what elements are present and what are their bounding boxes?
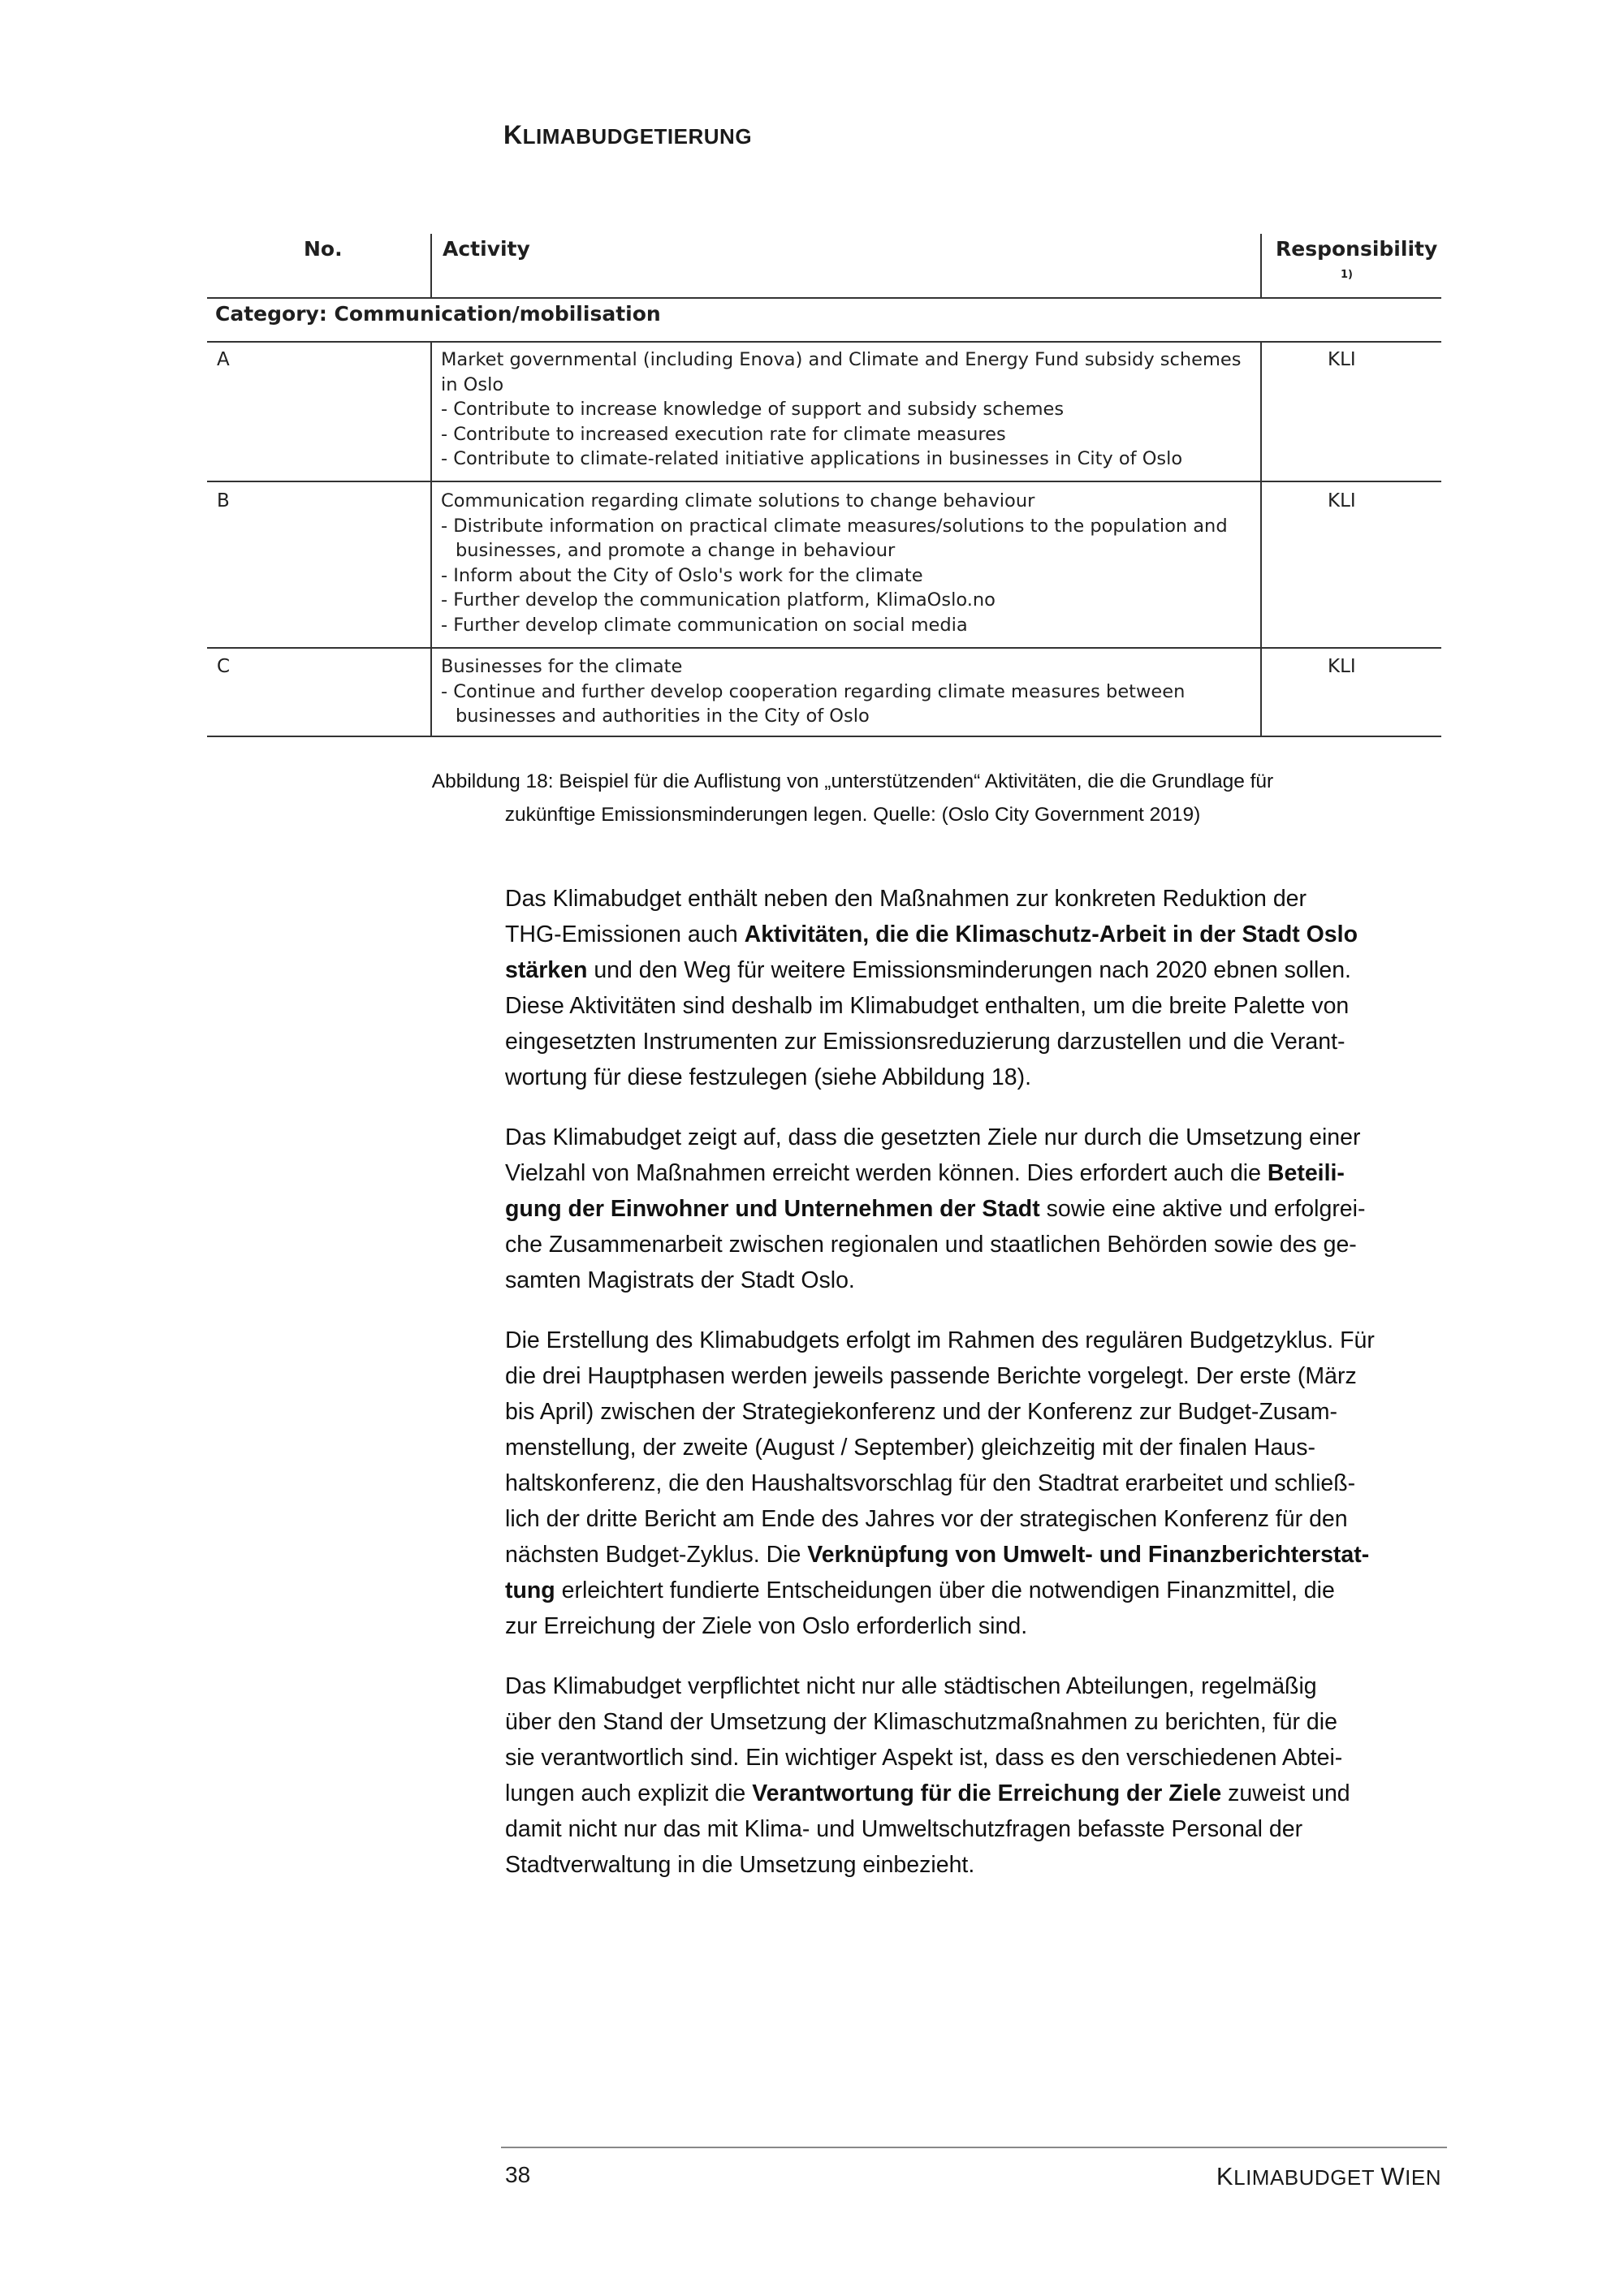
row-responsibility: KLI: [1328, 349, 1356, 370]
row-activity: [441, 347, 1456, 472]
row-no: B: [217, 490, 230, 511]
activity-line: in Oslo: [441, 373, 504, 395]
table-rule: [207, 341, 1441, 343]
activity-line: businesses and authorities in the City of Oslo: [456, 706, 870, 727]
table-rule: [207, 297, 1441, 299]
row-activity: [441, 489, 1456, 637]
running-footer-title: KLIMABUDGET WIEN: [1216, 2162, 1441, 2190]
col-header-no: No.: [304, 237, 343, 261]
running-header: KLIMABUDGETIERUNG: [503, 120, 753, 149]
paragraph: Das Klimabudget verpflichtet nicht nur alle städtischen Abteilungen, regelmäßig über den Stand der Umsetzung der Klimaschutzmaßnahmen zu berichten, für die sie verantwortlich sind. Ein wichtiger Aspekt ist, dass es den verschiedenen Abtei- lungen auch explizit die Verantwortung für die Erreichung der Ziele zuweist und damit nicht nur das mit Klima- und Umweltschutzfragen befasste Personal der Stadtverwaltung in die Umsetzung einbezieht.: [505, 1673, 1350, 1878]
table-divider: [430, 341, 432, 737]
paragraph: Das Klimabudget enthält neben den Maßnahmen zur konkreten Reduktion der THG-Emissionen auch Aktivitäten, die die Klimaschutz-Arbeit in der Stadt Oslo stärken und den Weg für weitere Emissionsminderungen nach 2020 ebnen sollen. Diese Aktivitäten sind deshalb im Klimabudget enthalten, um die breite Palette von eingesetzten Instrumenten zur Emissionsreduzierung darzustellen und die Verant- wortung für diese festzulegen (siehe Abbildung 18).: [505, 886, 1358, 1090]
activity-line: Communication regarding climate solutions to change behaviour: [441, 490, 1035, 511]
col-header-responsibility: Responsibility: [1276, 237, 1438, 261]
activity-line: - Further develop climate communication on social media: [441, 614, 968, 636]
activity-line: - Contribute to climate-related initiative applications in businesses in City of Oslo: [441, 448, 1183, 469]
activity-table-figure: [207, 226, 1441, 737]
activity-line: - Inform about the City of Oslo's work for the climate: [441, 564, 923, 586]
category-label: Category: Communication/mobilisation: [215, 302, 661, 326]
body-text: [505, 881, 1447, 1907]
row-no: C: [217, 656, 231, 677]
activity-line: - Distribute information on practical climate measures/solutions to the population and: [441, 515, 1228, 537]
row-responsibility: KLI: [1328, 490, 1356, 511]
paragraph: Das Klimabudget zeigt auf, dass die gesetzten Ziele nur durch die Umsetzung einer Vielzahl von Maßnahmen erreicht werden können. Dies erfordert auch die Beteili- gung der Einwohner und Unternehmen der Stadt sowie eine aktive und erfolgrei- che Zusammenarbeit zwischen regionalen und staatlichen Behörden sowie des ge- samten Magistrats der Stadt Oslo.: [505, 1124, 1366, 1293]
footnote-marker: 1): [1341, 269, 1353, 281]
activity-line: - Continue and further develop cooperation regarding climate measures between: [441, 680, 1186, 702]
row-responsibility: KLI: [1328, 656, 1356, 677]
table-rule: [207, 481, 1441, 482]
table-divider: [1260, 234, 1262, 299]
footer-divider: [501, 2147, 1447, 2148]
paragraph: Die Erstellung des Klimabudgets erfolgt im Rahmen des regulären Budgetzyklus. Für die drei Hauptphasen werden jeweils passende Berichte vorgelegt. Der erste (März bis April) zwischen der Strategiekonferenz und der Konferenz zur Budget-Zusam- menstellung, der zweite (August / September) gleichzeitig mit der finalen Haus- haltskonferenz, die den Haushaltsvorschlag für den Stadtrat erarbeitet und schließ- lich der dritte Bericht am Ende des Jahres vor der strategischen Konferenz für den nächsten Budget-Zyklus. Die Verknüpfung von Umwelt- und Finanzberichterstat- tung erleichtert fundierte Entscheidungen über die notwendigen Finanzmittel, die zur Erreichung der Ziele von Oslo erforderlich sind.: [505, 1327, 1375, 1639]
col-header-activity: Activity: [443, 237, 530, 261]
activity-line: businesses, and promote a change in behaviour: [456, 540, 896, 561]
caption-line: Abbildung 18: Beispiel für die Auflistung von „unterstützenden“ Aktivitäten, die die Grundlage für: [431, 770, 1274, 792]
figure-caption: [244, 765, 1462, 831]
row-no: A: [217, 349, 230, 370]
table-rule: [207, 647, 1441, 649]
table-rule: [207, 736, 1441, 737]
activity-line: - Contribute to increase knowledge of support and subsidy schemes: [441, 399, 1065, 420]
row-activity: [441, 654, 1456, 729]
activity-line: Market governmental (including Enova) and Climate and Energy Fund subsidy schemes: [441, 349, 1242, 370]
activity-line: - Further develop the communication platform, KlimaOslo.no: [441, 589, 996, 611]
activity-line: - Contribute to increased execution rate for climate measures: [441, 423, 1006, 445]
caption-line: zukünftige Emissionsminderungen legen. Quelle: (Oslo City Government 2019): [504, 804, 1201, 826]
table-divider: [430, 234, 432, 299]
page-number: 38: [505, 2162, 531, 2187]
activity-line: Businesses for the climate: [441, 656, 683, 677]
